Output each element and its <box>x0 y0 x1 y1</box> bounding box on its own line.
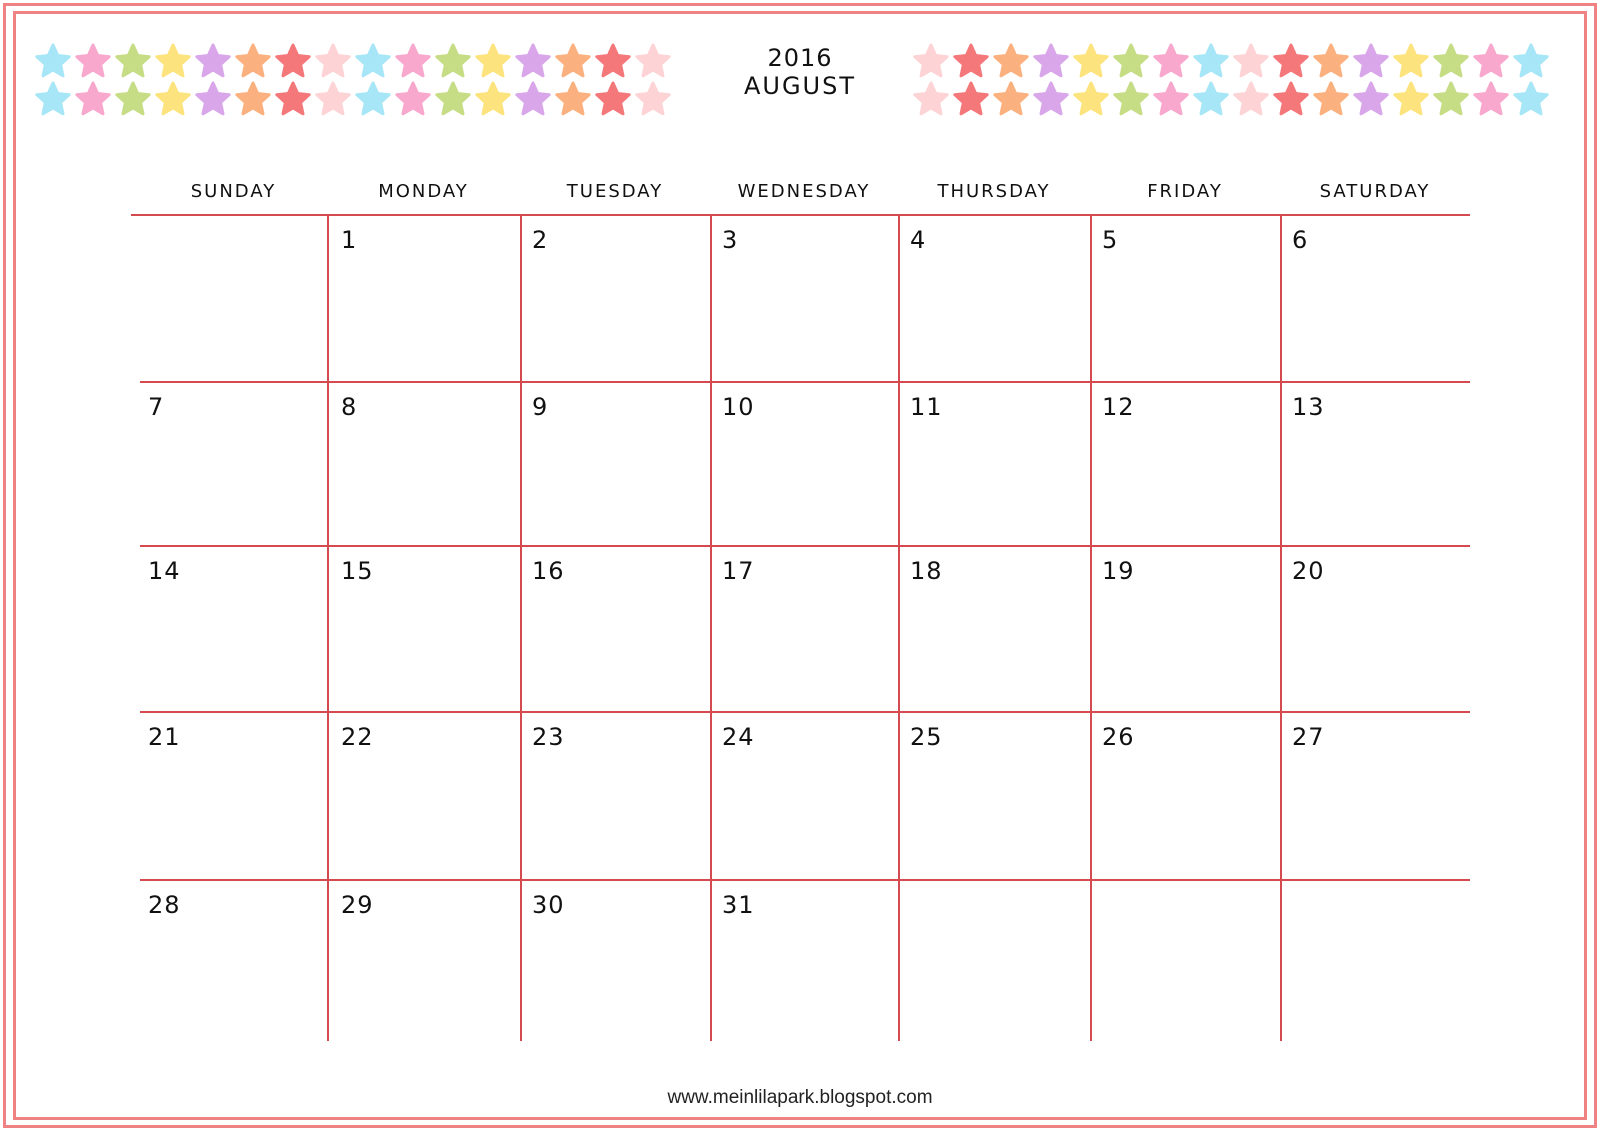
day-cell[interactable] <box>1092 547 1278 709</box>
day-cell[interactable] <box>522 216 708 379</box>
day-number: 31 <box>722 891 755 919</box>
day-number: 6 <box>1292 226 1309 254</box>
day-number: 12 <box>1102 393 1135 421</box>
star-icon <box>1355 83 1387 114</box>
day-cell[interactable] <box>1282 713 1468 877</box>
star-icon <box>1435 83 1467 114</box>
star-icon <box>397 45 429 76</box>
day-cell[interactable] <box>900 216 1088 379</box>
day-cell[interactable] <box>329 383 518 543</box>
day-cell[interactable] <box>522 881 708 1039</box>
weekday-header-wednesday: WEDNESDAY <box>737 181 871 202</box>
day-number: 3 <box>722 226 739 254</box>
day-number: 28 <box>148 891 181 919</box>
star-icon <box>1395 83 1427 114</box>
star-icon <box>197 45 229 76</box>
star-icon <box>1235 45 1267 76</box>
star-icon <box>277 83 309 114</box>
star-icon <box>915 45 947 76</box>
day-number: 25 <box>910 723 943 751</box>
star-icon <box>437 45 469 76</box>
day-number: 24 <box>722 723 755 751</box>
star-icon <box>357 83 389 114</box>
weekday-header-friday: FRIDAY <box>1147 181 1223 202</box>
star-icon <box>37 45 69 76</box>
star-icon <box>915 83 947 114</box>
star-icon <box>597 83 629 114</box>
star-icon <box>1395 45 1427 76</box>
day-number: 22 <box>341 723 374 751</box>
star-icon <box>557 83 589 114</box>
day-cell[interactable] <box>329 547 518 709</box>
star-icon <box>357 45 389 76</box>
star-icon <box>1195 45 1227 76</box>
star-icon <box>995 45 1027 76</box>
day-cell[interactable] <box>142 713 325 877</box>
footer-website: www.meinlilapark.blogspot.com <box>667 1087 933 1108</box>
calendar-month: AUGUST <box>743 72 857 100</box>
day-number: 26 <box>1102 723 1135 751</box>
weekday-header-thursday: THURSDAY <box>937 181 1051 202</box>
day-cell[interactable] <box>522 383 708 543</box>
star-icon <box>1475 45 1507 76</box>
day-cell[interactable] <box>329 216 518 379</box>
star-icon <box>317 45 349 76</box>
star-icon <box>477 45 509 76</box>
star-icon <box>117 45 149 76</box>
star-icon <box>317 83 349 114</box>
day-number: 17 <box>722 557 755 585</box>
star-icon <box>597 45 629 76</box>
day-cell[interactable] <box>712 383 896 543</box>
star-icon <box>1475 83 1507 114</box>
star-icon <box>477 83 509 114</box>
star-icon <box>237 83 269 114</box>
star-icon <box>277 45 309 76</box>
day-number: 5 <box>1102 226 1119 254</box>
star-icon <box>1275 45 1307 76</box>
day-cell[interactable] <box>712 881 896 1039</box>
weekday-header-monday: MONDAY <box>378 181 469 202</box>
day-number: 4 <box>910 226 927 254</box>
star-icon <box>1515 83 1547 114</box>
day-cell[interactable] <box>1282 547 1468 709</box>
star-icon <box>637 83 669 114</box>
star-icon <box>1115 45 1147 76</box>
day-number: 15 <box>341 557 374 585</box>
star-icon <box>557 45 589 76</box>
day-number: 11 <box>910 393 943 421</box>
day-number: 8 <box>341 393 358 421</box>
day-cell[interactable] <box>1282 383 1468 543</box>
star-icon <box>1195 83 1227 114</box>
day-cell[interactable] <box>1092 881 1278 1039</box>
day-cell[interactable] <box>522 547 708 709</box>
star-icon <box>157 45 189 76</box>
day-number: 23 <box>532 723 565 751</box>
day-cell[interactable] <box>329 881 518 1039</box>
star-icon <box>37 83 69 114</box>
calendar-year: 2016 <box>767 44 833 72</box>
star-icon <box>1315 83 1347 114</box>
day-number: 29 <box>341 891 374 919</box>
day-cell[interactable] <box>712 547 896 709</box>
day-cell[interactable] <box>1282 881 1468 1039</box>
day-cell[interactable] <box>712 216 896 379</box>
day-number: 27 <box>1292 723 1325 751</box>
star-icon <box>157 83 189 114</box>
star-icon <box>117 83 149 114</box>
day-number: 2 <box>532 226 549 254</box>
day-number: 20 <box>1292 557 1325 585</box>
star-icon <box>1275 83 1307 114</box>
day-number: 21 <box>148 723 181 751</box>
day-number: 18 <box>910 557 943 585</box>
star-icon <box>1155 83 1187 114</box>
day-number: 9 <box>532 393 549 421</box>
star-icon <box>1075 45 1107 76</box>
star-icon <box>517 83 549 114</box>
day-number: 14 <box>148 557 181 585</box>
star-icon <box>1515 45 1547 76</box>
day-cell[interactable] <box>1282 216 1468 379</box>
star-icon <box>955 45 987 76</box>
day-cell[interactable] <box>712 713 896 877</box>
day-cell[interactable] <box>522 713 708 877</box>
day-cell[interactable] <box>900 881 1088 1039</box>
star-icon <box>77 83 109 114</box>
star-icon <box>1035 45 1067 76</box>
day-number: 13 <box>1292 393 1325 421</box>
day-cell[interactable] <box>142 216 325 379</box>
day-cell[interactable] <box>1092 713 1278 877</box>
day-number: 30 <box>532 891 565 919</box>
star-icon <box>1235 83 1267 114</box>
star-icon <box>1315 45 1347 76</box>
star-icon <box>1435 45 1467 76</box>
day-cell[interactable] <box>1092 216 1278 379</box>
weekday-header-saturday: SATURDAY <box>1319 181 1431 202</box>
day-number: 10 <box>722 393 755 421</box>
star-icon <box>1115 83 1147 114</box>
day-cell[interactable] <box>142 547 325 709</box>
star-icon <box>237 45 269 76</box>
day-cell[interactable] <box>900 383 1088 543</box>
star-icon <box>637 45 669 76</box>
star-icon <box>77 45 109 76</box>
star-icon <box>397 83 429 114</box>
star-icon <box>197 83 229 114</box>
star-icon <box>995 83 1027 114</box>
star-icon <box>1155 45 1187 76</box>
day-number: 7 <box>148 393 165 421</box>
star-icon <box>517 45 549 76</box>
star-icon <box>1355 45 1387 76</box>
day-cell[interactable] <box>142 383 325 543</box>
star-icon <box>1075 83 1107 114</box>
star-icon <box>955 83 987 114</box>
day-cell[interactable] <box>900 547 1088 709</box>
weekday-header-tuesday: TUESDAY <box>566 181 664 202</box>
star-icon <box>437 83 469 114</box>
day-cell[interactable] <box>1092 383 1278 543</box>
day-number: 19 <box>1102 557 1135 585</box>
weekday-header-sunday: SUNDAY <box>190 181 277 202</box>
day-number: 16 <box>532 557 565 585</box>
calendar-title <box>700 44 900 100</box>
star-icon <box>1035 83 1067 114</box>
day-cell[interactable] <box>900 713 1088 877</box>
day-number: 1 <box>341 226 358 254</box>
day-cell[interactable] <box>329 713 518 877</box>
day-cell[interactable] <box>142 881 325 1039</box>
